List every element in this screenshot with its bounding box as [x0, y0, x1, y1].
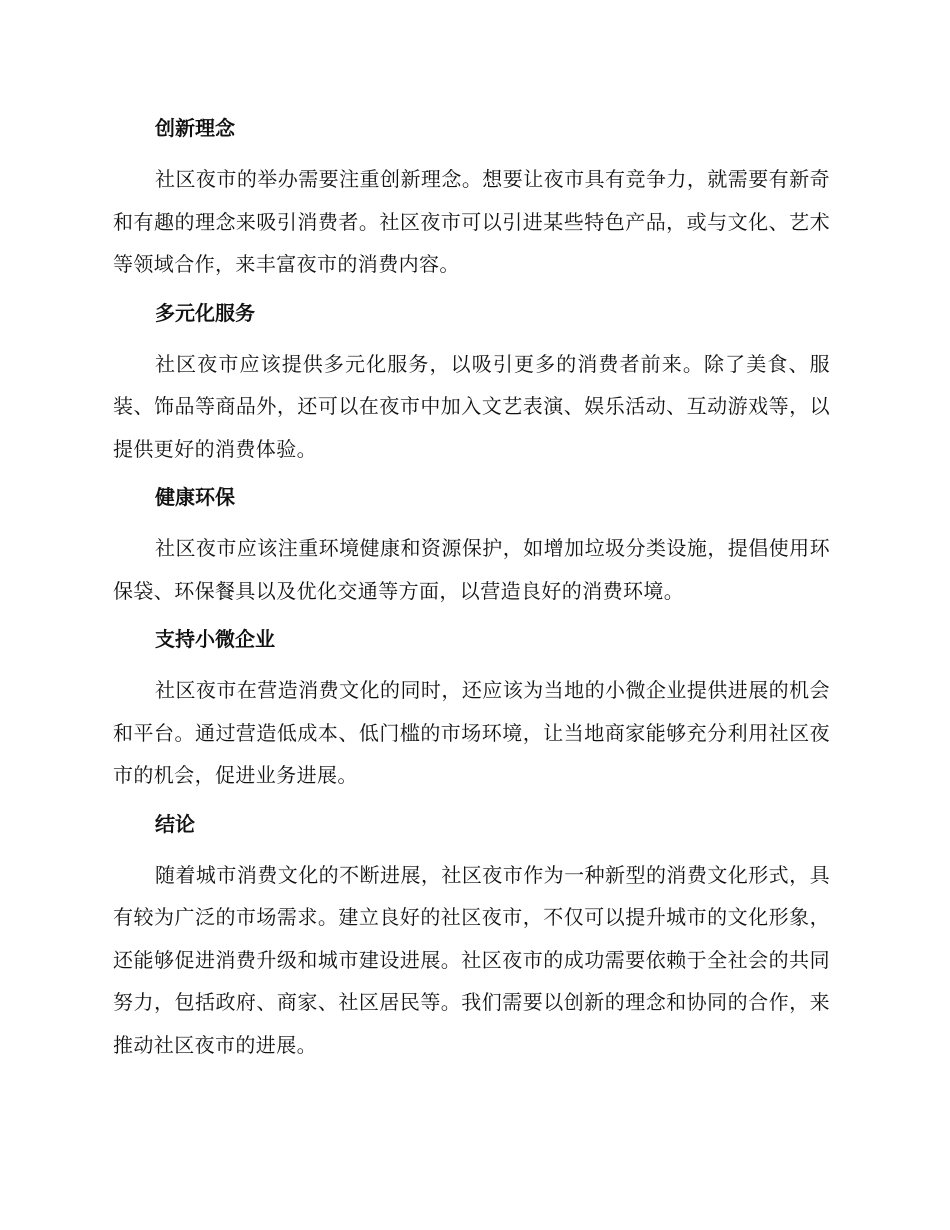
- section-paragraph-small-business: 社区夜市在营造消费文化的同时，还应该为当地的小微企业提供进展的机会和平台。通过营造低成本、低门槛的市场环境，让当地商家能够充分利用社区夜市的机会，促进业务进展。: [113, 678, 830, 787]
- section-paragraph-diversified-services: 社区夜市应该提供多元化服务，以吸引更多的消费者前来。除了美食、服装、饰品等商品外，还可以在夜市中加入文艺表演、娱乐活动、互动游戏等，以提供更好的消费体验。: [113, 351, 830, 461]
- section-paragraph-conclusion: 随着城市消费文化的不断进展，社区夜市作为一种新型的消费文化形式，具有较为广泛的市场需求。建立良好的社区夜市，不仅可以提升城市的文化形象，还能够促进消费升级和城市建设进展。社区夜市的成功需要依赖于全社会的共同努力，包括政府、商家、社区居民等。我们需要以创新的理念和协同的合作，来推动社区夜市的进展。: [113, 862, 830, 1057]
- section-heading-innovation: 创新理念: [155, 116, 235, 140]
- document-body: [113, 108, 830, 1066]
- section-paragraph-innovation: 社区夜市的举办需要注重创新理念。想要让夜市具有竞争力，就需要有新奇和有趣的理念来吸引消费者。社区夜市可以引进某些特色产品，或与文化、艺术等领域合作，来丰富夜市的消费内容。: [113, 167, 830, 276]
- section-heading-diversified-services: 多元化服务: [155, 300, 255, 325]
- section-heading-small-business: 支持小微企业: [155, 627, 275, 651]
- section-paragraph-health-environment: 社区夜市应该注重环境健康和资源保护，如增加垃圾分类设施，提倡使用环保袋、环保餐具以及优化交通等方面，以营造良好的消费环境。: [113, 536, 830, 603]
- section-heading-conclusion: 结论: [155, 811, 195, 836]
- section-heading-health-environment: 健康环保: [155, 485, 235, 509]
